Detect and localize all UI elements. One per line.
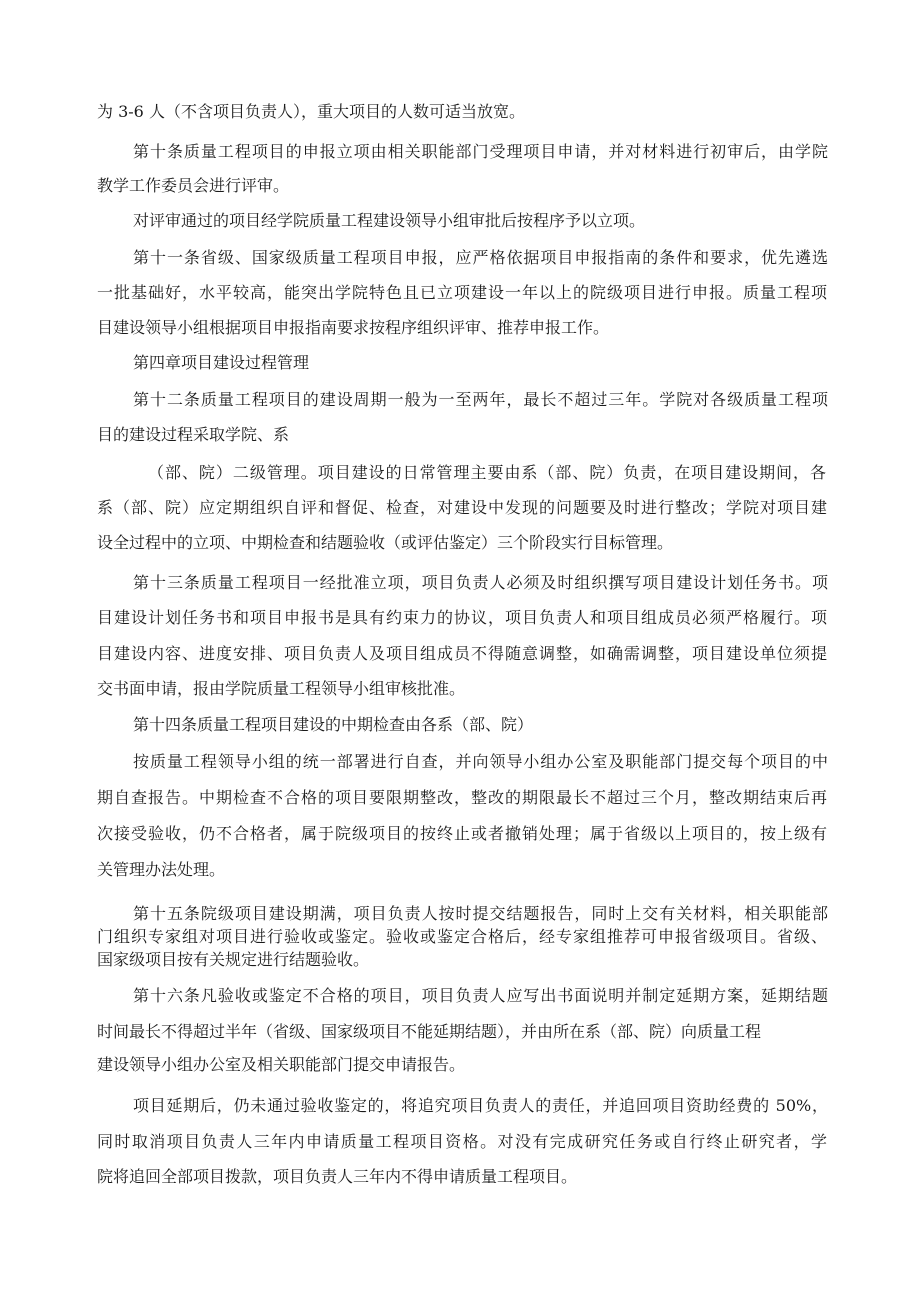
text-line: 目建设领导小组根据项目申报指南要求按程序组织评审、推荐申报工作。 (97, 318, 610, 337)
text-line: 院将追回全部项目拨款，项目负责人三年内不得申请质量工程项目。 (97, 1167, 578, 1186)
text-line: 为 3-6 人（不含项目负责人），重大项目的人数可适当放宽。 (97, 102, 525, 121)
text-line: 次接受验收，仍不合格者，属于院级项目的按终止或者撤销处理；属于省级以上项目的，按上级有 (97, 824, 827, 843)
text-line: 一批基础好，水平较高，能突出学院特色且已立项建设一年以上的院级项目进行申报。质量工程项 (97, 283, 827, 302)
text-line: 系（部、院）应定期组织自评和督促、检查，对建设中发现的问题要及时进行整改；学院对项目建 (97, 498, 827, 517)
text-line: （部、院）二级管理。项目建设的日常管理主要由系（部、院）负责，在项目建设期间，各 (148, 463, 826, 482)
text-line: 第十二条质量工程项目的建设周期一般为一至两年，最长不超过三年。学院对各级质量工程项 (133, 390, 828, 409)
text-line: 第十三条质量工程项目一经批准立项，项目负责人必须及时组织撰写项目建设计划任务书。项 (133, 573, 828, 592)
text-line: 期自查报告。中期检查不合格的项目要限期整改，整改的期限最长不超过三个月，整改期结束后再 (97, 788, 827, 807)
text-line: 设全过程中的立项、中期检查和结题验收（或评估鉴定）三个阶段实行目标管理。 (97, 533, 674, 552)
text-line: 项目延期后，仍未通过验收鉴定的，将追究项目负责人的责任，并追回项目资助经费的 50%， (133, 1096, 828, 1115)
text-line: 按质量工程领导小组的统一部署进行自查，并向领导小组办公室及职能部门提交每个项目的中 (133, 752, 828, 771)
text-line: 目的建设过程采取学院、系 (97, 425, 290, 444)
text-line: 目建设内容、进度安排、项目负责人及项目组成员不得随意调整，如确需调整，项目建设单位须提 (97, 644, 827, 663)
text-line: 门组织专家组对项目进行验收或鉴定。验收或鉴定合格后，经专家组推荐可申报省级项目。省级、 (97, 927, 827, 946)
text-line: 关管理办法处理。 (97, 860, 226, 879)
text-line: 第十一条省级、国家级质量工程项目申报，应严格依据项目申报指南的条件和要求，优先遴选 (133, 248, 828, 267)
text-line: 第十四条质量工程项目建设的中期检查由各系（部、院） (133, 715, 534, 734)
text-line: 时间最长不得超过半年（省级、国家级项目不能延期结题），并由所在系（部、院）向质量工程 (97, 1022, 762, 1041)
text-line: 国家级项目按有关规定进行结题验收。 (97, 950, 370, 969)
text-line: 第十条质量工程项目的申报立项由相关职能部门受理项目申请，并对材料进行初审后，由学院 (133, 142, 828, 161)
text-line: 交书面申请，报由学院质量工程领导小组审核批准。 (97, 679, 466, 698)
text-line: 对评审通过的项目经学院质量工程建设领导小组审批后按程序予以立项。 (133, 211, 646, 230)
text-line: 建设领导小组办公室及相关职能部门提交申请报告。 (97, 1055, 466, 1074)
text-line: 第十五条院级项目建设期满，项目负责人按时提交结题报告，同时上交有关材料，相关职能部 (133, 904, 828, 923)
text-line: 第十六条凡验收或鉴定不合格的项目，项目负责人应写出书面说明并制定延期方案，延期结题 (133, 986, 828, 1005)
text-line: 教学工作委员会进行评审。 (97, 176, 290, 195)
text-line: 目建设计划任务书和项目申报书是具有约束力的协议，项目负责人和项目组成员必须严格履行。项 (97, 608, 827, 627)
text-line: 同时取消项目负责人三年内申请质量工程项目资格。对没有完成研究任务或自行终止研究者，学 (97, 1132, 827, 1151)
section-heading: 第四章项目建设过程管理 (133, 353, 310, 372)
